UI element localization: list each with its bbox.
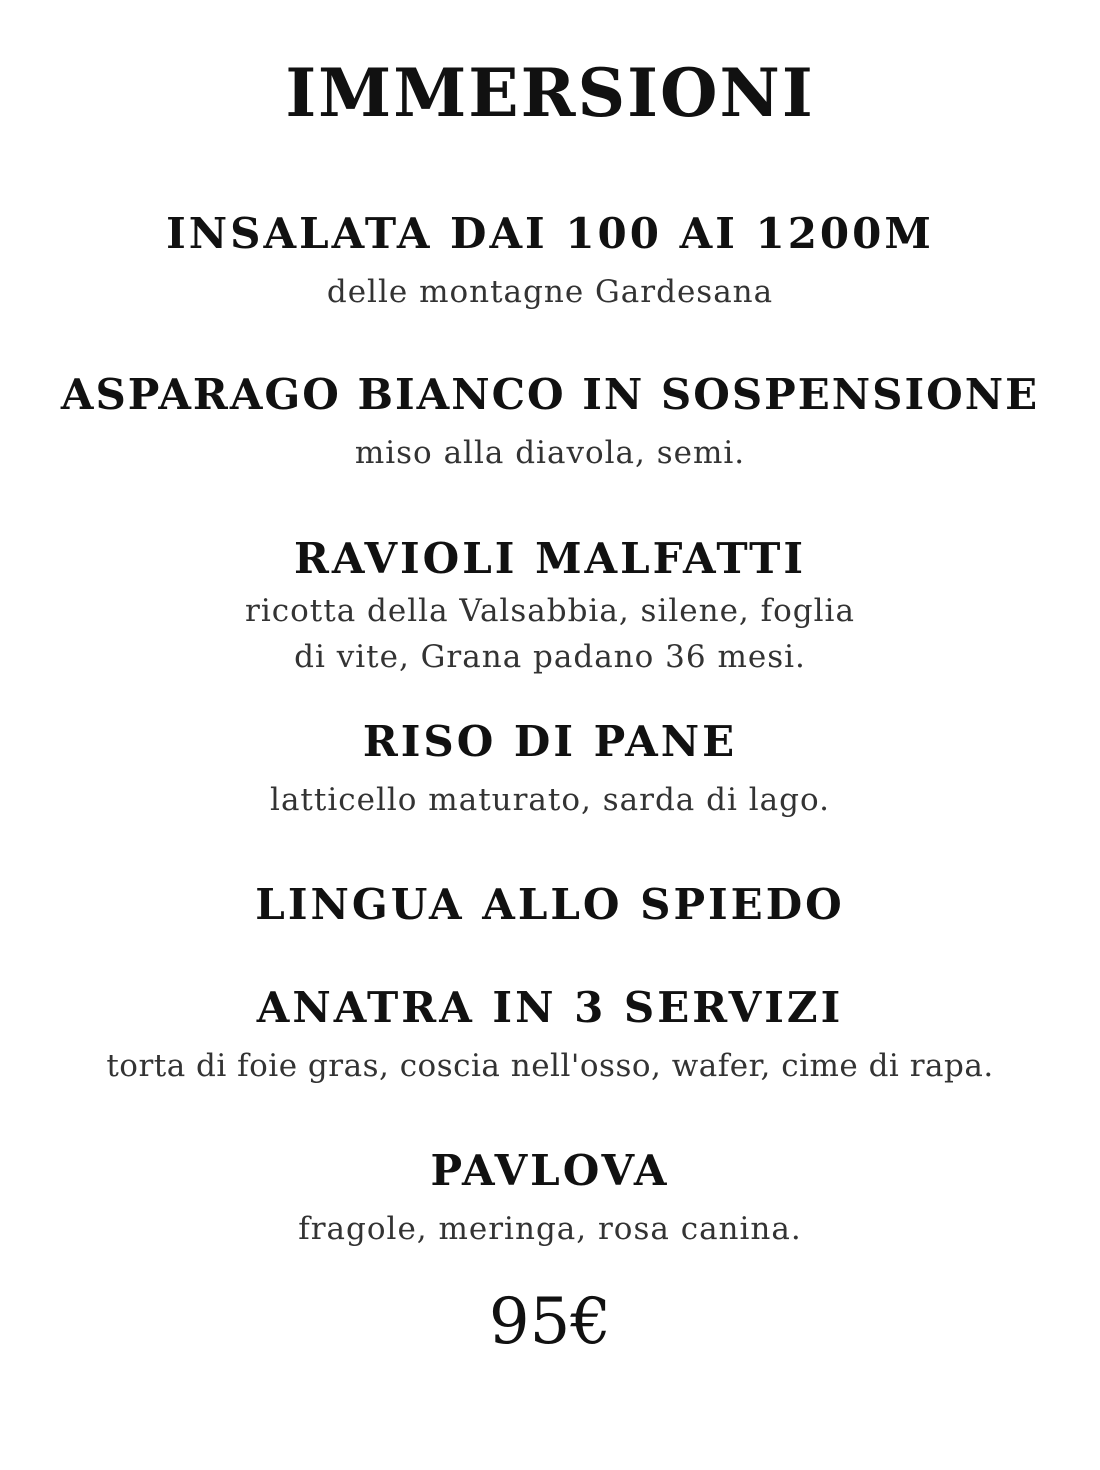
menu-title: IMMERSIONI xyxy=(285,54,815,132)
dish-description xyxy=(0,588,1100,680)
course-insalata xyxy=(0,209,1100,315)
course-pavlova xyxy=(0,1146,1100,1252)
dish-name: ANATRA IN 3 SERVIZI xyxy=(256,983,844,1032)
dish-name: INSALATA DAI 100 AI 1200M xyxy=(166,209,934,258)
dish-name: RAVIOLI MALFATTI xyxy=(294,534,806,583)
dish-description: miso alla diavola, semi. xyxy=(354,435,746,471)
menu-price: 95€ xyxy=(488,1285,612,1359)
dish-description: delle montagne Gardesana xyxy=(326,274,774,310)
dish-description-line: ricotta della Valsabbia, silene, foglia xyxy=(245,593,855,629)
course-anatra xyxy=(0,983,1100,1089)
course-asparago xyxy=(0,370,1100,476)
dish-name: PAVLOVA xyxy=(430,1146,670,1195)
course-riso xyxy=(0,717,1100,823)
dish-description: latticello maturato, sarda di lago. xyxy=(270,782,830,818)
dish-description: fragole, meringa, rosa canina. xyxy=(298,1211,802,1247)
dish-description: torta di foie gras, coscia nell'osso, wafer, cime di rapa. xyxy=(106,1048,994,1084)
course-ravioli xyxy=(0,534,1100,680)
dish-name: RISO DI PANE xyxy=(362,717,738,766)
dish-name: ASPARAGO BIANCO IN SOSPENSIONE xyxy=(60,370,1040,419)
dish-name: LINGUA ALLO SPIEDO xyxy=(255,880,845,929)
course-lingua xyxy=(0,880,1100,929)
dish-description-line: di vite, Grana padano 36 mesi. xyxy=(294,639,806,675)
